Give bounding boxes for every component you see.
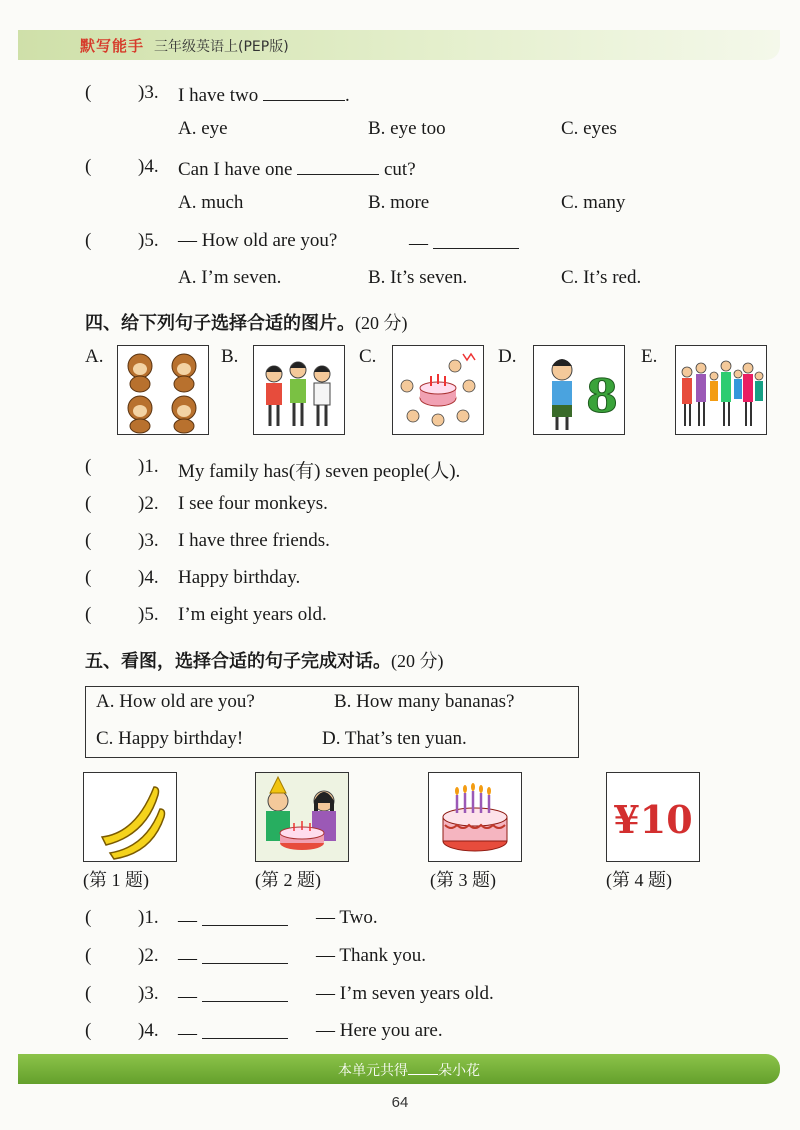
picture-label-d: D.: [498, 346, 517, 367]
option-a: A. much: [178, 192, 244, 213]
question-number: )3.: [138, 82, 159, 103]
friends-icon: [254, 346, 344, 434]
dialog-line: —: [178, 907, 288, 932]
cake-icon: [429, 773, 521, 861]
picture-label-c: C.: [359, 346, 377, 367]
sentence-option-c: C. Happy birthday!: [96, 728, 244, 749]
picture-caption-2: (第 2 题): [255, 870, 321, 890]
answer-paren[interactable]: (: [85, 82, 92, 103]
page-header: [18, 30, 780, 60]
picture-label-b: B.: [221, 346, 239, 367]
section-4-title: 四、给下列句子选择合适的图片。(20 分): [85, 313, 408, 334]
sentence-option-d: D. That’s ten yuan.: [322, 728, 467, 749]
answer-blank[interactable]: [202, 907, 288, 926]
option-b: B. eye too: [368, 118, 446, 139]
price-text: ¥10: [613, 797, 693, 842]
answer-blank[interactable]: [433, 230, 519, 249]
question-number: )5.: [138, 604, 159, 625]
picture-caption-4: (第 4 题): [606, 870, 672, 890]
dialog-reply: — Here you are.: [316, 1020, 443, 1041]
dialog-line: —: [178, 945, 288, 970]
monkeys-icon: [118, 346, 208, 434]
question-number: )4.: [138, 567, 159, 588]
picture-children-cake: [255, 772, 349, 862]
question-text: Happy birthday.: [178, 567, 301, 588]
answer-blank[interactable]: [297, 156, 379, 175]
answer-blank[interactable]: [202, 983, 288, 1002]
option-c: C. many: [561, 192, 626, 213]
option-c: C. eyes: [561, 118, 617, 139]
option-a: A. I’m seven.: [178, 267, 282, 288]
picture-caption-1: (第 1 题): [83, 870, 149, 890]
sentence-option-a: A. How old are you?: [96, 691, 255, 712]
option-b: B. It’s seven.: [368, 267, 468, 288]
dialog-reply: — I’m seven years old.: [316, 983, 494, 1004]
option-b: B. more: [368, 192, 430, 213]
answer-blank[interactable]: [263, 82, 345, 101]
picture-monkeys: [117, 345, 209, 435]
question-text: I have two .: [178, 82, 350, 107]
sentence-options-box: [85, 686, 579, 758]
page-footer: [18, 1054, 780, 1084]
answer-paren[interactable]: (: [85, 604, 92, 625]
question-number: )1.: [138, 456, 159, 477]
picture-price: [606, 772, 700, 862]
dialog-line: —: [178, 1020, 288, 1045]
question-text: I have three friends.: [178, 530, 330, 551]
question-text: Can I have one cut?: [178, 156, 416, 181]
picture-birthday-cake: [428, 772, 522, 862]
answer-blank[interactable]: [202, 1020, 288, 1039]
picture-label-a: A.: [85, 346, 104, 367]
answer-paren[interactable]: (: [85, 907, 92, 928]
score-blank[interactable]: [408, 1074, 438, 1075]
picture-bananas: [83, 772, 177, 862]
dialog-reply: — Thank you.: [316, 945, 426, 966]
question-number: )5.: [138, 230, 159, 251]
brand-title: 默写能手: [80, 37, 145, 55]
picture-label-e: E.: [641, 346, 658, 367]
question-number: )4.: [138, 156, 159, 177]
answer-paren[interactable]: (: [85, 530, 92, 551]
dialog-reply: — Two.: [316, 907, 378, 928]
family-icon: [676, 346, 766, 434]
picture-family: [675, 345, 767, 435]
question-text: My family has(有) seven people(人).: [178, 461, 461, 482]
boy-icon: [534, 346, 624, 434]
answer-blank[interactable]: [202, 945, 288, 964]
answer-paren[interactable]: (: [85, 945, 92, 966]
section-5-title: 五、看图，选择合适的句子完成对话。(20 分): [85, 651, 444, 672]
question-number: )2.: [138, 493, 159, 514]
picture-caption-3: (第 3 题): [430, 870, 496, 890]
picture-friends: [253, 345, 345, 435]
option-c: C. It’s red.: [561, 267, 642, 288]
question-number: )1.: [138, 907, 159, 928]
children-cake-icon: [256, 773, 348, 861]
question-number: )4.: [138, 1020, 159, 1041]
answer-paren[interactable]: (: [85, 493, 92, 514]
answer-paren[interactable]: (: [85, 456, 92, 477]
answer-paren[interactable]: (: [85, 1020, 92, 1041]
number-eight: 8: [585, 369, 619, 423]
reply-dash: —: [409, 230, 519, 255]
question-number: )2.: [138, 945, 159, 966]
book-subtitle: 三年级英语上(PEP版): [154, 39, 289, 55]
question-number: )3.: [138, 530, 159, 551]
question-text: — How old are you?: [178, 230, 338, 251]
question-text: I’m eight years old.: [178, 604, 327, 625]
sentence-option-b: B. How many bananas?: [334, 691, 515, 712]
question-number: )3.: [138, 983, 159, 1004]
answer-paren[interactable]: (: [85, 983, 92, 1004]
picture-birthday-party: [392, 345, 484, 435]
flower-score: 本单元共得 朵小花: [338, 1063, 480, 1079]
page-number: 64: [391, 1094, 409, 1111]
answer-paren[interactable]: (: [85, 567, 92, 588]
option-a: A. eye: [178, 118, 228, 139]
bananas-icon: [84, 773, 176, 861]
answer-paren[interactable]: (: [85, 156, 92, 177]
picture-boy-eight: [533, 345, 625, 435]
answer-paren[interactable]: (: [85, 230, 92, 251]
question-text: I see four monkeys.: [178, 493, 328, 514]
party-icon: [393, 346, 483, 434]
price-tag-icon: [607, 773, 699, 861]
dialog-line: —: [178, 983, 288, 1008]
